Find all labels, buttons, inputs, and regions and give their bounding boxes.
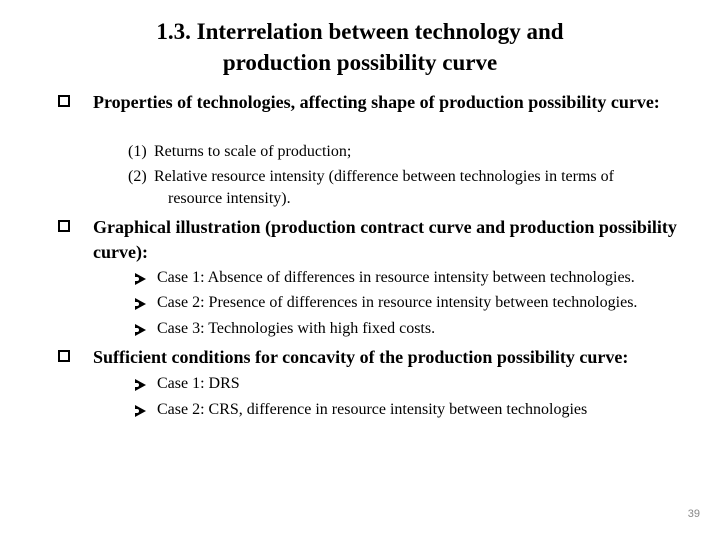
item-continuation: resource intensity). [168, 190, 291, 207]
item-text: Case 2: Presence of differences in resource intensity between technologies. [157, 294, 638, 311]
bullet-graphical-illustration [58, 215, 698, 265]
item-text: Case 1: DRS [157, 375, 240, 392]
bullet-sufficient-conditions [58, 345, 698, 370]
item-number: (1) [128, 143, 147, 160]
slide-title-line-1: 1.3. Interrelation between technology and [156, 19, 564, 44]
numbered-item [128, 166, 614, 188]
arrow-bullet-icon [135, 273, 146, 285]
item-text: Relative resource intensity (difference between technologies in terms of [154, 168, 614, 185]
bullet-properties [58, 90, 698, 115]
item-text: Case 2: CRS, difference in resource intensity between technologies [157, 401, 588, 418]
item-text: Case 3: Technologies with high fixed costs. [157, 320, 436, 337]
item-text: Case 1: Absence of differences in resource intensity between technologies. [157, 269, 635, 286]
bullet-text: Graphical illustration (production contract curve and production possibility curve): [93, 217, 677, 262]
slide-title [0, 16, 720, 78]
arrow-bullet-icon [135, 405, 146, 417]
arrow-bullet-icon [135, 298, 146, 310]
numbered-item [128, 141, 351, 163]
slide-title-line-2: production possibility curve [222, 50, 498, 75]
page-number: 39 [687, 508, 700, 520]
square-bullet-icon [58, 95, 70, 107]
item-number: (2) [128, 168, 147, 185]
square-bullet-icon [58, 220, 70, 232]
bullet-text: Sufficient conditions for concavity of the production possibility curve: [93, 347, 629, 367]
arrow-bullet-icon [135, 379, 146, 391]
bullet-text: Properties of technologies, affecting shape of production possibility curve: [93, 92, 660, 112]
square-bullet-icon [58, 350, 70, 362]
arrow-bullet-icon [135, 324, 146, 336]
item-text: Returns to scale of production; [154, 143, 352, 160]
